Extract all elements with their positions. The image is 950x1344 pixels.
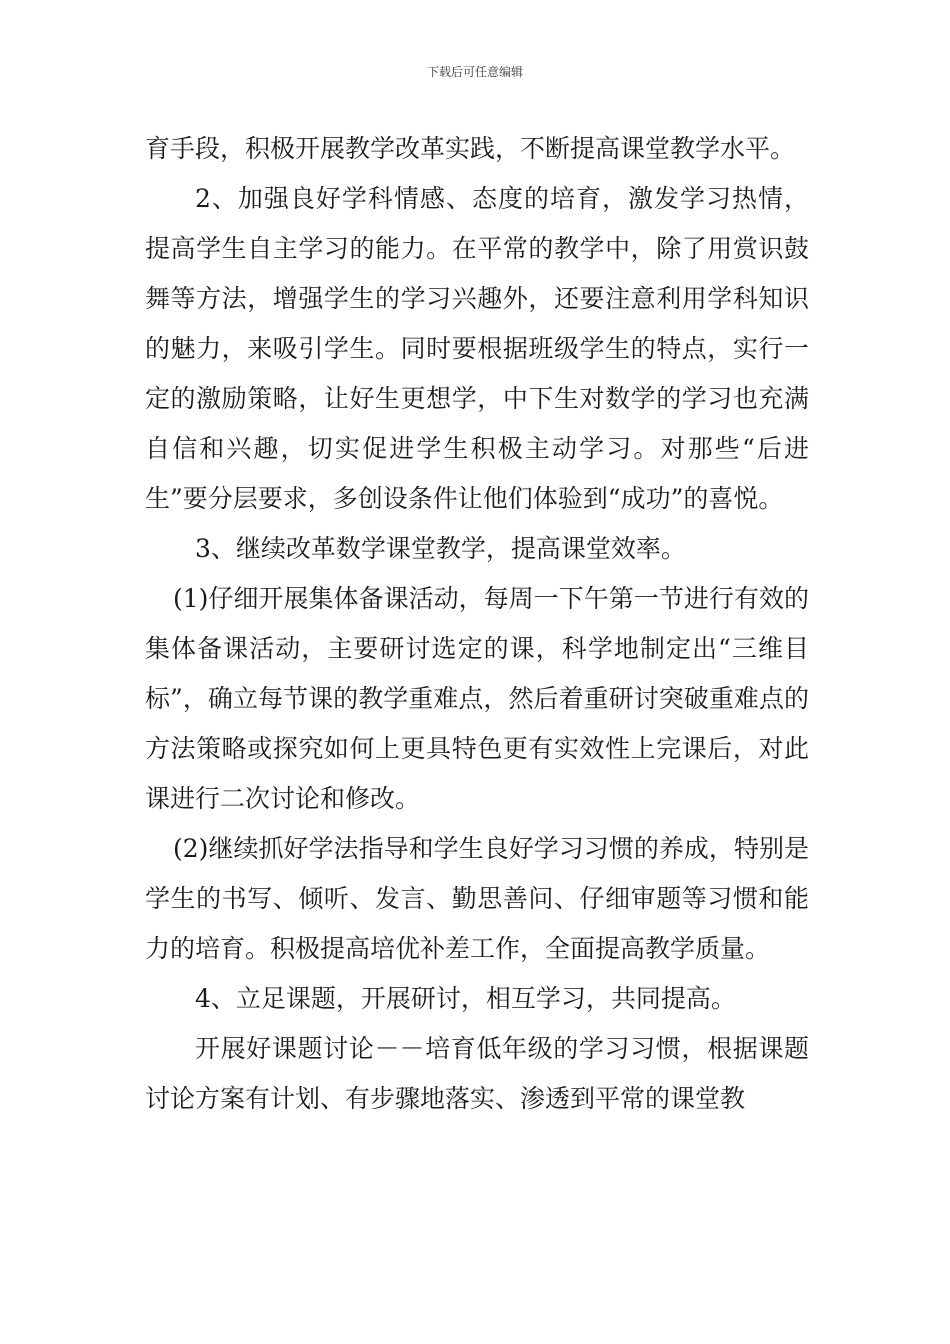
paragraph-2: 2、加强良好学科情感、态度的培育，激发学习热情，提高学生自主学习的能力。在平常的教学中，除了用赏识鼓舞等方法，增强学生的学习兴趣外，还要注意利用学科知识的魅力，来吸引学生。同时要根据班级学生的特点，实行一定的激励策略，让好生更想学，中下生对数学的学习也充满自信和兴趣，切实促进学生积极主动学习。对那些“后进生”要分层要求，多创设条件让他们体验到“成功”的喜悦。 [145,184,809,513]
page-header: 下载后可任意编辑 [426,65,523,79]
paragraph-4: (1)仔细开展集体备课活动，每周一下午第一节进行有效的集体备课活动，主要研讨选定的课，科学地制定出“三维目标”，确立每节课的教学重难点，然后着重研讨突破重难点的方法策略或探究如何上更具特色更有实效性上完课后，对此课进行二次讨论和修改。 [145,584,809,813]
paragraph-3: 3、继续改革数学课堂教学，提高课堂效率。 [195,534,686,563]
document-body [145,124,809,1124]
paragraph-1: 育手段，积极开展教学改革实践，不断提高课堂教学水平。 [145,134,796,163]
paragraph-6: 4、立足课题，开展研讨，相互学习，共同提高。 [195,984,736,1013]
paragraph-5: (2)继续抓好学法指导和学生良好学习习惯的养成，特别是学生的书写、倾听、发言、勤思善问、仔细审题等习惯和能力的培育。积极提高培优补差工作，全面提高教学质量。 [145,834,809,963]
paragraph-7: 开展好课题讨论－－培育低年级的学习习惯，根据课题讨论方案有计划、有步骤地落实、渗透到平常的课堂教 [145,1034,809,1113]
